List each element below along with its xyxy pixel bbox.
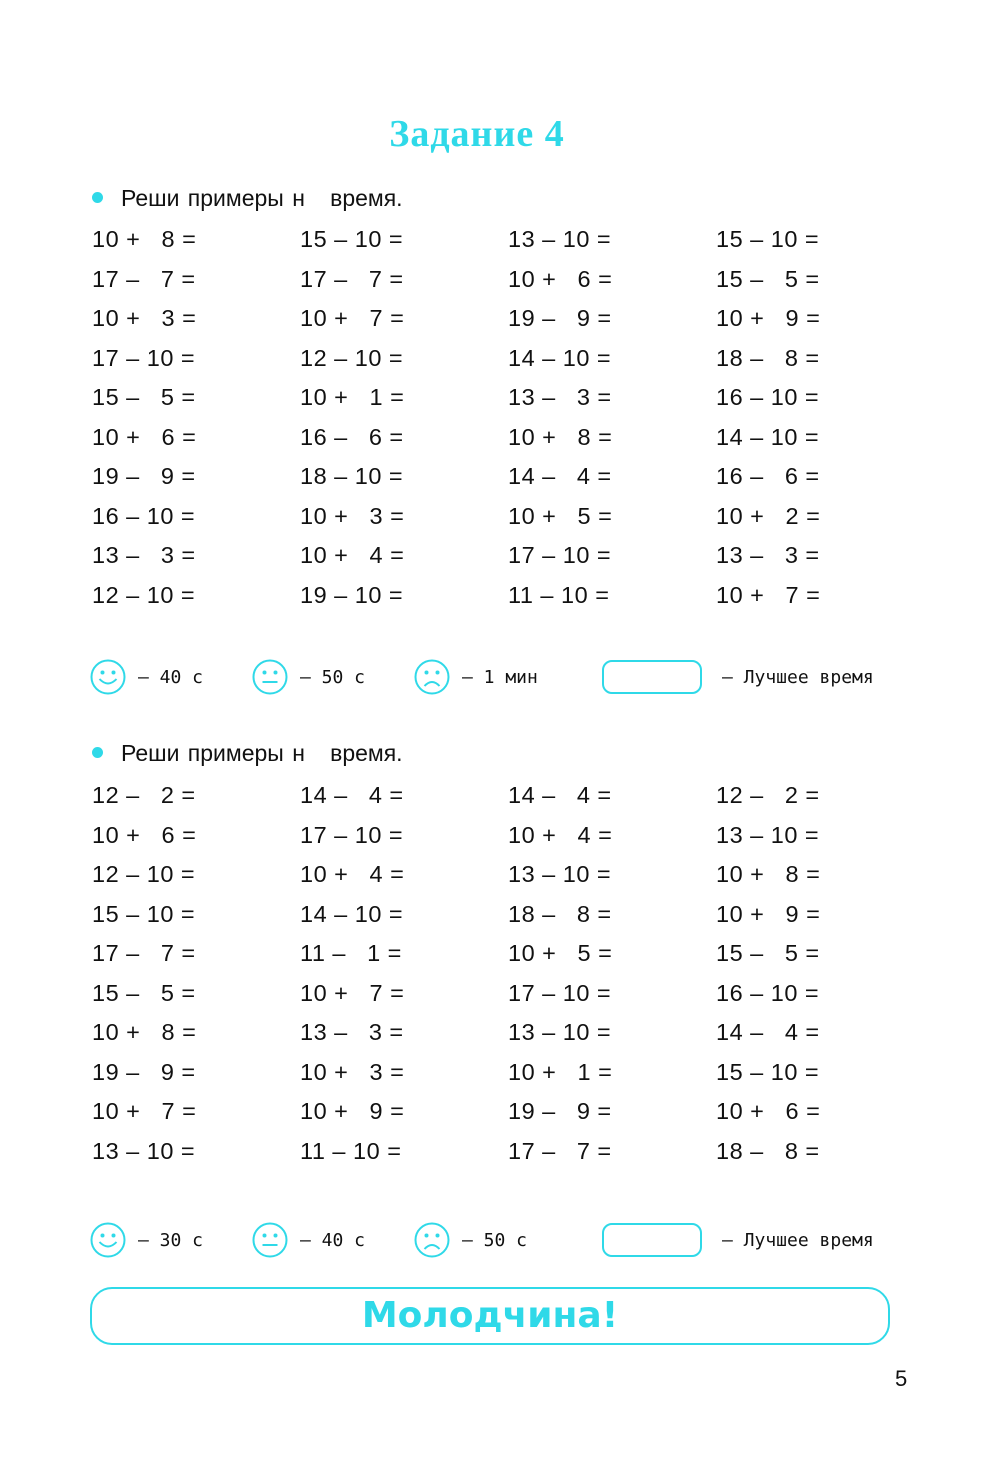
exercise-item xyxy=(92,822,196,849)
exercise-item xyxy=(92,901,195,928)
exercise-text: 16 – 6 = xyxy=(300,424,404,450)
exercise-text: 15 – 10 = xyxy=(716,1059,820,1085)
exercise-text: 19 – 9 = xyxy=(92,1059,196,1085)
exercise-text: 10 + 7 = xyxy=(92,1098,197,1124)
exercise-item xyxy=(300,782,404,809)
exercise-item xyxy=(300,901,403,928)
exercise-text: 16 – 6 = xyxy=(716,463,820,489)
exercise-text: 16 – 10 = xyxy=(716,384,820,410)
sad-face-icon xyxy=(414,659,450,695)
exercise-text: 14 – 4 = xyxy=(300,782,404,808)
praise-banner: Молодчина! xyxy=(90,1287,890,1345)
exercise-item xyxy=(92,582,195,609)
page-number: 5 xyxy=(895,1366,908,1391)
exercise-text: 10 + 7 = xyxy=(300,980,405,1006)
exercise-text: 14 – 4 = xyxy=(508,463,612,489)
neutral-time: — 50 с xyxy=(300,667,366,688)
exercise-text: 10 + 1 = xyxy=(300,384,405,410)
neutral-face-icon xyxy=(252,1222,288,1258)
exercise-item xyxy=(508,901,612,928)
exercise-text: 10 + 7 = xyxy=(300,305,405,331)
exercise-item xyxy=(300,861,404,888)
exercise-item xyxy=(716,542,820,569)
exercise-text: 13 – 10 = xyxy=(508,1019,612,1045)
exercise-item xyxy=(716,980,819,1007)
time-scale-2 xyxy=(90,1222,900,1262)
best-time-label: — Лучшее время xyxy=(722,1230,874,1251)
exercise-item xyxy=(508,980,611,1007)
exercise-text: 14 – 4 = xyxy=(508,782,612,808)
exercise-item xyxy=(92,226,196,253)
exercise-text: 15 – 5 = xyxy=(92,980,196,1006)
bullet-icon xyxy=(92,747,103,758)
exercise-text: 13 – 10 = xyxy=(716,822,820,848)
exercise-item xyxy=(300,542,404,569)
exercise-item xyxy=(716,226,819,253)
exercise-item xyxy=(508,266,612,293)
exercise-text: 10 + 8 = xyxy=(92,1019,197,1045)
exercise-item xyxy=(716,582,820,609)
exercise-text: 16 – 10 = xyxy=(716,980,820,1006)
exercise-item xyxy=(508,940,612,967)
exercise-text: 18 – 8 = xyxy=(508,901,612,927)
exercise-item xyxy=(716,384,819,411)
exercise-text: 11 – 1 = xyxy=(300,940,402,966)
exercise-item xyxy=(716,861,820,888)
happy-face-icon xyxy=(90,1222,126,1258)
instruction-text: Реши примеры н время. xyxy=(121,185,403,211)
exercise-item xyxy=(92,940,196,967)
exercise-text: 13 – 10 = xyxy=(92,1138,196,1164)
neutral-face-icon xyxy=(252,659,288,695)
exercise-text: 18 – 10 = xyxy=(300,463,404,489)
exercise-item xyxy=(92,1019,196,1046)
exercise-item xyxy=(716,266,820,293)
exercise-item xyxy=(92,424,196,451)
exercise-item xyxy=(92,980,196,1007)
exercise-item xyxy=(92,503,195,530)
exercise-item xyxy=(716,940,820,967)
exercise-item xyxy=(508,1138,612,1165)
exercise-text: 13 – 10 = xyxy=(508,226,612,252)
exercise-text: 13 – 3 = xyxy=(92,542,196,568)
exercise-text: 10 + 9 = xyxy=(716,901,821,927)
exercise-item xyxy=(508,861,611,888)
exercise-text: 14 – 10 = xyxy=(716,424,820,450)
exercise-text: 10 + 9 = xyxy=(300,1098,405,1124)
exercise-text: 15 – 10 = xyxy=(716,226,820,252)
exercise-item xyxy=(508,1098,612,1125)
exercise-item xyxy=(716,782,820,809)
exercise-text: 10 + 3 = xyxy=(92,305,197,331)
exercise-item xyxy=(716,463,820,490)
exercise-item xyxy=(508,305,612,332)
exercise-item xyxy=(92,1059,196,1086)
exercise-text: 19 – 10 = xyxy=(300,582,404,608)
neutral-time: — 40 с xyxy=(300,1230,366,1251)
exercise-item xyxy=(300,226,403,253)
exercise-item xyxy=(92,384,196,411)
exercise-text: 10 + 5 = xyxy=(508,940,613,966)
exercise-item xyxy=(716,1098,820,1125)
exercise-text: 17 – 10 = xyxy=(92,345,196,371)
exercise-text: 16 – 10 = xyxy=(92,503,196,529)
exercise-text: 19 – 9 = xyxy=(508,1098,612,1124)
exercise-item xyxy=(508,463,612,490)
bullet-icon xyxy=(92,192,103,203)
exercise-text: 10 + 4 = xyxy=(300,861,405,887)
exercise-item xyxy=(300,980,404,1007)
happy-time: — 40 с xyxy=(138,667,204,688)
exercise-text: 13 – 3 = xyxy=(508,384,612,410)
exercise-text: 10 + 3 = xyxy=(300,503,405,529)
exercise-item xyxy=(300,384,404,411)
exercise-text: 17 – 10 = xyxy=(508,980,612,1006)
exercise-text: 12 – 10 = xyxy=(92,861,196,887)
sad-time: — 50 с xyxy=(462,1230,528,1251)
exercise-text: 17 – 7 = xyxy=(92,266,196,292)
exercise-text: 12 – 2 = xyxy=(92,782,196,808)
exercise-text: 19 – 9 = xyxy=(92,463,196,489)
exercise-text: 17 – 7 = xyxy=(508,1138,612,1164)
exercise-item xyxy=(508,424,612,451)
exercise-item xyxy=(508,1019,611,1046)
exercise-text: 12 – 10 = xyxy=(300,345,404,371)
sad-face-icon xyxy=(414,1222,450,1258)
exercise-item xyxy=(92,782,196,809)
exercise-text: 10 + 6 = xyxy=(92,424,197,450)
exercise-text: 10 + 4 = xyxy=(300,542,405,568)
exercise-item xyxy=(508,1059,612,1086)
exercise-item xyxy=(716,822,819,849)
exercise-text: 15 – 10 = xyxy=(300,226,404,252)
exercise-item xyxy=(508,582,609,609)
exercise-text: 17 – 10 = xyxy=(300,822,404,848)
exercise-item xyxy=(300,1138,401,1165)
exercise-item xyxy=(300,503,404,530)
exercise-item xyxy=(508,345,611,372)
exercise-item xyxy=(300,822,403,849)
exercise-text: 15 – 5 = xyxy=(716,940,820,966)
exercise-text: 12 – 10 = xyxy=(92,582,196,608)
exercise-text: 19 – 9 = xyxy=(508,305,612,331)
exercise-text: 18 – 8 = xyxy=(716,345,820,371)
exercise-text: 10 + 5 = xyxy=(508,503,613,529)
exercise-item xyxy=(92,463,196,490)
exercise-item xyxy=(716,1019,820,1046)
exercise-item xyxy=(92,1138,195,1165)
exercise-text: 12 – 2 = xyxy=(716,782,820,808)
exercise-text: 18 – 8 = xyxy=(716,1138,820,1164)
exercise-text: 11 – 10 = xyxy=(508,582,610,608)
exercise-text: 17 – 10 = xyxy=(508,542,612,568)
exercise-item xyxy=(508,782,612,809)
exercise-text: 10 + 4 = xyxy=(508,822,613,848)
exercise-text: 13 – 3 = xyxy=(300,1019,404,1045)
exercise-text: 14 – 4 = xyxy=(716,1019,820,1045)
exercise-text: 10 + 6 = xyxy=(508,266,613,292)
exercise-item xyxy=(508,542,611,569)
exercise-item xyxy=(92,542,196,569)
exercise-text: 10 + 8 = xyxy=(508,424,613,450)
exercise-item xyxy=(508,822,612,849)
exercise-text: 10 + 6 = xyxy=(716,1098,821,1124)
exercise-item xyxy=(300,940,402,967)
best-time-box[interactable] xyxy=(602,1223,702,1257)
exercise-text: 10 + 8 = xyxy=(716,861,821,887)
exercise-item xyxy=(300,1098,404,1125)
exercise-text: 14 – 10 = xyxy=(508,345,612,371)
exercise-item xyxy=(300,424,404,451)
exercise-item xyxy=(92,305,196,332)
exercise-item xyxy=(92,1098,196,1125)
exercise-text: 10 + 9 = xyxy=(716,305,821,331)
exercise-text: 13 – 3 = xyxy=(716,542,820,568)
exercise-item xyxy=(300,1019,404,1046)
exercise-item xyxy=(716,1059,819,1086)
exercise-item xyxy=(300,266,404,293)
exercise-item xyxy=(716,901,820,928)
exercise-item xyxy=(300,305,404,332)
exercise-text: 17 – 7 = xyxy=(92,940,196,966)
exercise-text: 11 – 10 = xyxy=(300,1138,402,1164)
exercise-item xyxy=(716,1138,820,1165)
exercise-item xyxy=(716,305,820,332)
exercise-item xyxy=(508,384,612,411)
happy-face-icon xyxy=(90,659,126,695)
exercise-item xyxy=(508,226,611,253)
instruction-text: Реши примеры н время. xyxy=(121,740,403,766)
exercise-item xyxy=(508,503,612,530)
exercise-text: 17 – 7 = xyxy=(300,266,404,292)
exercise-text: 10 + 7 = xyxy=(716,582,821,608)
exercise-item xyxy=(716,503,820,530)
exercise-text: 10 + 2 = xyxy=(716,503,821,529)
exercise-text: 10 + 1 = xyxy=(508,1059,613,1085)
task-title: Задание 4 xyxy=(389,113,565,155)
exercise-text: 15 – 10 = xyxy=(92,901,196,927)
exercise-item xyxy=(716,345,820,372)
best-time-label: — Лучшее время xyxy=(722,667,874,688)
exercise-text: 14 – 10 = xyxy=(300,901,404,927)
best-time-box[interactable] xyxy=(602,660,702,694)
exercise-item xyxy=(716,424,819,451)
exercise-item xyxy=(92,266,196,293)
exercise-item xyxy=(300,582,403,609)
exercise-text: 13 – 10 = xyxy=(508,861,612,887)
exercise-text: 10 + 6 = xyxy=(92,822,197,848)
time-scale-1 xyxy=(90,659,900,699)
exercise-text: 15 – 5 = xyxy=(716,266,820,292)
exercise-item xyxy=(300,345,403,372)
exercise-item xyxy=(92,345,195,372)
instruction-2 xyxy=(92,740,403,767)
exercise-text: 15 – 5 = xyxy=(92,384,196,410)
instruction-1 xyxy=(92,185,403,212)
exercise-item xyxy=(300,463,403,490)
happy-time: — 30 с xyxy=(138,1230,204,1251)
exercise-item xyxy=(92,861,195,888)
sad-time: — 1 мин xyxy=(462,667,538,688)
exercise-item xyxy=(300,1059,404,1086)
exercise-text: 10 + 8 = xyxy=(92,226,197,252)
exercise-text: 10 + 3 = xyxy=(300,1059,405,1085)
